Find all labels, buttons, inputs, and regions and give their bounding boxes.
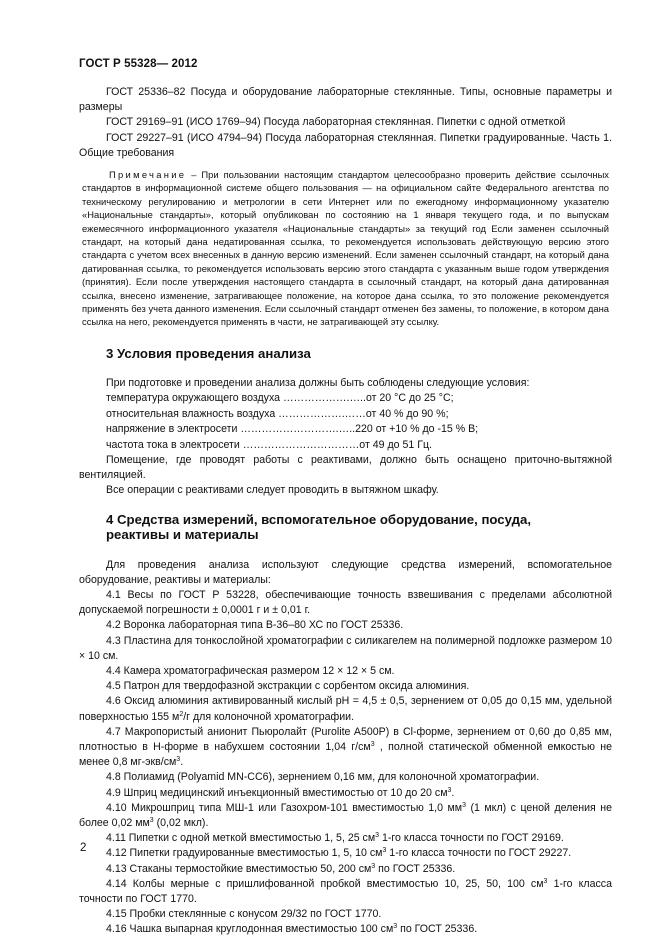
item-4-8: 4.8 Полиамид (Polyamid MN-CC6), зернением 0,16 мм, для колоночной хроматографии. bbox=[106, 771, 540, 784]
item-4-7 bbox=[79, 725, 612, 771]
item-4-10 bbox=[79, 801, 612, 831]
condition-name: температура окружающего воздуха bbox=[106, 392, 281, 405]
condition-row bbox=[106, 438, 612, 453]
item-4-12 bbox=[79, 846, 612, 861]
item-4-6 bbox=[79, 694, 612, 724]
item-text: по ГОСТ 25336. bbox=[397, 923, 478, 936]
superscript: 3 bbox=[375, 832, 380, 840]
condition-row bbox=[106, 407, 612, 422]
item-text: , полной статической обменной емкостью не менее 0,8 мг-экв/см bbox=[79, 740, 612, 769]
note-text: – При пользовании настоящим стандартом целесообразно проверить действие ссылочных стандартов в информационной системе общего пользования — на официальном сайте Федерального агентства по техническому регулированию и метрологии в сети Интернет или по ежегодному информационному указателю «Национальные стандарты», который опубликован по состоянию на 1 января текущего года, и по выпускам ежемесячного информационного указателя «Национальные стандарты» за текущий год Если заменен ссылочный стандарт, на который дана недатированная ссылка, то рекомендуется использовать действующую версию этого стандарта с учетом всех внесенных в данную версию изменений. Если заменен ссылочный стандарт, на который дана датированная ссылка, то рекомендуется использовать версию этого стандарта с указанным выше годом утверждения (принятия). Если после утверждения настоящего стандарта в ссылочный стандарт, на который дана датированная ссылка, внесено изменение, затрагивающее положение, на которое дана ссылка, то это положение рекомендуется применять без учета данного изменения. Если ссылочный стандарт отменен без замены, то положение, в котором дана ссылка на него, рекомендуется применять в части, не затрагивающей эту ссылку. bbox=[82, 169, 609, 328]
conditions-intro: При подготовке и проведении анализа должны быть соблюдены следующие условия: bbox=[106, 376, 530, 389]
item-4-13 bbox=[79, 862, 612, 877]
condition-value: от 40 % до 90 %; bbox=[365, 407, 449, 420]
item-4-2: 4.2 Воронка лабораторная типа В-36–80 ХС по ГОСТ 25336. bbox=[106, 619, 404, 632]
note-paragraph bbox=[82, 168, 609, 329]
ventilation-paragraph: Помещение, где проводят работы с реактивами, должно быть оснащено приточно-вытяжной вентиляцией. bbox=[79, 453, 612, 482]
item-text: 4.13 Стаканы термостойкие вместимостью 50, 200 см bbox=[106, 862, 372, 875]
condition-name: частота тока в электросети bbox=[106, 438, 240, 451]
section-4-intro: Для проведения анализа используют следующие средства измерений, вспомогательное оборудование, реактивы и материалы: bbox=[79, 558, 612, 586]
item-text: 4.11 Пипетки с одной меткой вместимостью 1, 5, 25 см bbox=[106, 832, 376, 845]
item-text: 1-го класса точности по ГОСТ 1770. bbox=[79, 877, 612, 905]
item-text: . bbox=[451, 786, 455, 799]
condition-value: от 49 до 51 Гц. bbox=[359, 438, 432, 451]
condition-name: относительная влажность воздуха bbox=[106, 407, 276, 420]
superscript: 3 bbox=[149, 816, 154, 824]
condition-value: 220 от +10 % до -15 % В; bbox=[355, 423, 479, 436]
item-text: 4.7 Макропористый анионит Пьюролайт (Purolite A500P) в Cl-форме, зернением от 0,60 до 0,85 мм, плотностью в Н-форме в набухшем состоянии 1,04 г/см bbox=[79, 725, 612, 753]
condition-row bbox=[106, 391, 612, 406]
superscript: 3 bbox=[462, 801, 466, 809]
section-3-heading: 3 Условия проведения анализа bbox=[106, 345, 311, 361]
superscript: 3 bbox=[393, 923, 398, 931]
item-4-15: 4.15 Пробки стеклянные с конусом 29/32 по ГОСТ 1770. bbox=[106, 908, 382, 921]
item-4-3: 4.3 Пластина для тонкослойной хроматографии с силикагелем на полимерной подложке размером 10 × 10 см. bbox=[79, 634, 612, 662]
item-text: 4.12 Пипетки градуированные вместимостью 1, 5, 10 см bbox=[106, 847, 383, 860]
fume-hood-paragraph: Все операции с реактивами следует проводить в вытяжном шкафу. bbox=[106, 484, 439, 497]
item-4-16 bbox=[79, 922, 612, 937]
reference-gost-29227: ГОСТ 29227–91 (ИСО 4794–94) Посуда лабораторная стеклянная. Пипетки градуированные. Часть 1. Общие требования bbox=[79, 131, 612, 159]
item-text: 1-го класса точности по ГОСТ 29169. bbox=[379, 832, 564, 845]
item-text: 4.9 Шприц медицинский инъекционный вместимостью от 10 до 20 см bbox=[106, 786, 448, 799]
item-text: /г для колоночной хроматографии. bbox=[183, 710, 355, 723]
item-text: 4.10 Микрошприц типа МШ-1 или Газохром-101 вместимостью 1,0 мм bbox=[106, 801, 463, 814]
page-number: 2 bbox=[80, 842, 87, 854]
item-text: 1-го класса точности по ГОСТ 29227. bbox=[386, 847, 572, 860]
reference-gost-25336: ГОСТ 25336–82 Посуда и оборудование лабораторные стеклянные. Типы, основные параметры и размеры bbox=[79, 86, 612, 114]
leader-dots: ……………………….….. bbox=[237, 423, 356, 436]
item-4-14 bbox=[79, 877, 612, 907]
item-text: 4.6 Оксид алюминия активированный кислый pH = 4,5 ± 0,5, зернением от 0,05 до 0,15 мм, удельной поверхностью 155 м bbox=[79, 695, 612, 723]
item-text: по ГОСТ 25336. bbox=[375, 862, 456, 875]
superscript: 3 bbox=[176, 756, 181, 764]
item-4-11 bbox=[79, 831, 612, 846]
condition-value: от 20 °С до 25 °С; bbox=[365, 392, 454, 405]
note-label: Примечание bbox=[109, 169, 187, 181]
item-4-1: 4.1 Весы по ГОСТ Р 53228, обеспечивающие точность взвешивания с пределами абсолютной допускаемой погрешности ± 0,0001 г и ± 0,01 г. bbox=[79, 588, 612, 617]
leader-dots: ……………….….. bbox=[280, 392, 366, 405]
condition-name: напряжение в электросети bbox=[106, 423, 238, 436]
page-body bbox=[79, 85, 612, 938]
conditions-list bbox=[79, 376, 612, 453]
superscript: 2 bbox=[179, 710, 184, 718]
leader-dots: …………………………… bbox=[239, 438, 360, 451]
section-4-heading: 4 Средства измерений, вспомогательное оборудование, посуда, реактивы и материалы bbox=[106, 511, 531, 542]
superscript: 3 bbox=[382, 847, 387, 855]
reference-gost-29169: ГОСТ 29169–91 (ИСО 1769–94) Посуда лабораторная стеклянная. Пипетки с одной отметкой bbox=[106, 116, 566, 129]
item-text: 4.16 Чашка выпарная круглодонная вместимостью 100 см bbox=[106, 923, 394, 936]
item-4-4: 4.4 Камера хроматографическая размером 12 × 12 × 5 см. bbox=[106, 664, 395, 677]
superscript: 3 bbox=[370, 740, 375, 748]
superscript: 3 bbox=[371, 862, 376, 870]
item-4-9 bbox=[79, 786, 612, 801]
item-text: (1 мкл) с ценой деления не более 0,02 мм bbox=[79, 801, 612, 829]
superscript: 3 bbox=[543, 877, 548, 885]
item-4-5: 4.5 Патрон для твердофазной экстракции с сорбентом оксида алюминия. bbox=[106, 680, 470, 693]
item-text: 4.14 Колбы мерные с пришлифованной пробкой вместимостью 10, 25, 50, 100 см bbox=[106, 877, 544, 890]
item-text: . bbox=[180, 756, 184, 769]
superscript: 3 bbox=[447, 786, 452, 794]
condition-row bbox=[106, 422, 612, 437]
document-code-header: ГОСТ Р 55328— 2012 bbox=[79, 58, 198, 70]
leader-dots: ……………….…… bbox=[275, 407, 366, 420]
item-text: (0,02 мкл). bbox=[153, 816, 209, 829]
